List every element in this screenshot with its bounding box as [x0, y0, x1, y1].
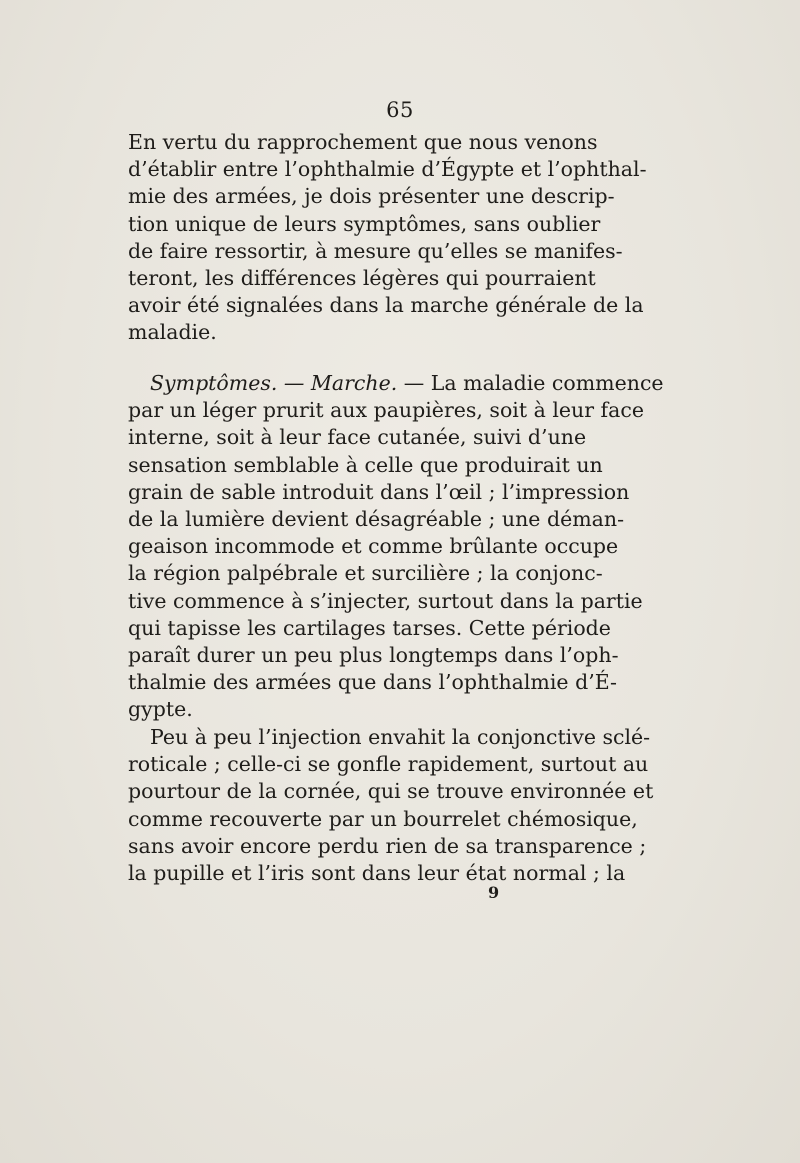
text-line-with-heading	[128, 370, 664, 397]
text-line: d’établir entre l’ophthalmie d’Égypte et l’ophthal-	[128, 157, 647, 182]
text-line: tion unique de leurs symptômes, sans oublier	[128, 211, 601, 236]
text-line: par un léger prurit aux paupières, soit à leur face	[128, 398, 644, 423]
text-line: de faire ressortir, à mesure qu’elles se manifes-	[128, 238, 623, 263]
text-line: pourtour de la cornée, qui se trouve environnée et	[128, 779, 654, 804]
text-line: sensation semblable à celle que produirait un	[128, 452, 603, 477]
text-line: geaison incommode et comme brûlante occupe	[128, 534, 619, 559]
text-line: avoir été signalées dans la marche générale de la	[128, 293, 644, 318]
page-number: 65	[386, 98, 414, 122]
section-heading: Symptômes. — Marche.	[150, 371, 398, 395]
text-line: teront, les différences légères qui pourraient	[128, 265, 596, 290]
text-line: sans avoir encore perdu rien de sa transparence ;	[128, 833, 647, 858]
text-run: — La maladie commence	[397, 371, 664, 395]
text-line: interne, soit à leur face cutanée, suivi d’une	[128, 425, 587, 450]
text-line: qui tapisse les cartilages tarses. Cette période	[128, 615, 611, 640]
paragraph-1	[128, 129, 647, 347]
paragraph-2	[128, 370, 664, 723]
text-line: de la lumière devient désagréable ; une déman-	[128, 506, 625, 531]
paragraph-3	[128, 724, 654, 887]
text-line: roticale ; celle-ci se gonfle rapidement, surtout au	[128, 752, 649, 777]
text-line: Peu à peu l’injection envahit la conjonctive sclé-	[150, 725, 651, 749]
text-line: grain de sable introduit dans l’œil ; l’impression	[128, 479, 630, 504]
text-line: maladie.	[128, 320, 217, 345]
text-line: thalmie des armées que dans l’ophthalmie d’É-	[128, 670, 617, 695]
signature-mark: 9	[488, 883, 500, 902]
text-line: mie des armées, je dois présenter une descrip-	[128, 184, 615, 209]
text-line: tive commence à s’injecter, surtout dans la partie	[128, 588, 643, 613]
text-line: En vertu du rapprochement que nous venons	[128, 130, 598, 154]
text-line: la région palpébrale et surcilière ; la conjonc-	[128, 561, 603, 586]
text-line: gypte.	[128, 697, 193, 722]
text-line: comme recouverte par un bourrelet chémosique,	[128, 806, 638, 831]
text-line: paraît durer un peu plus longtemps dans l’oph-	[128, 642, 619, 667]
text-line: la pupille et l’iris sont dans leur état normal ; la	[128, 860, 626, 885]
